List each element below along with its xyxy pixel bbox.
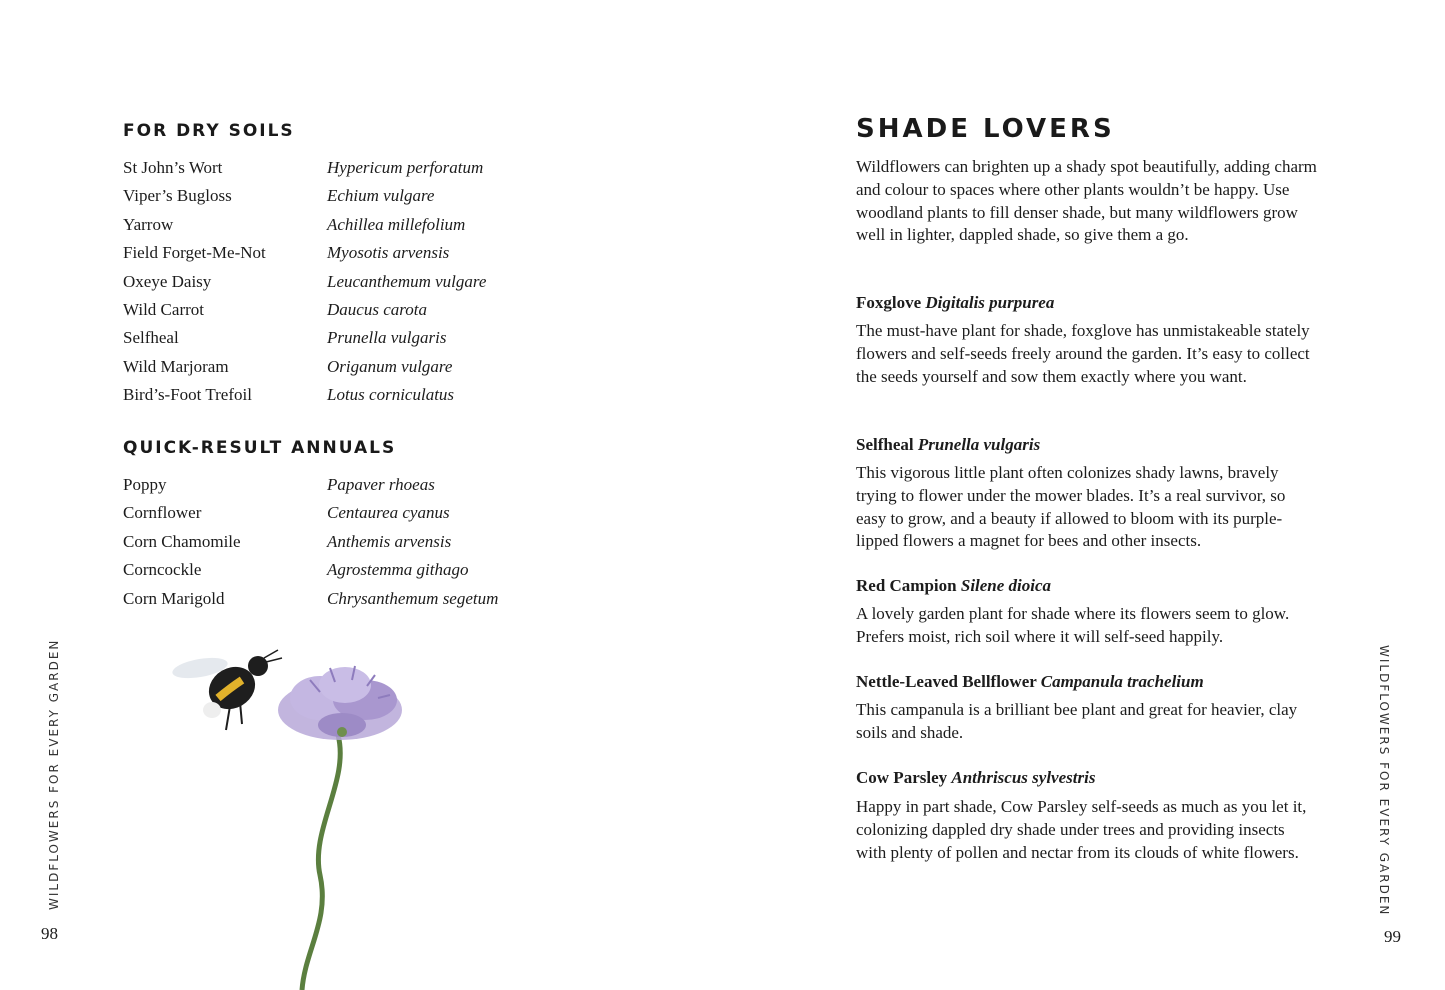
entry-latin-name: Digitalis purpurea (925, 293, 1055, 312)
bee-and-flower-illustration (160, 640, 440, 990)
dry-soils-list (123, 154, 486, 410)
latin-name: Myosotis arvensis (327, 243, 450, 263)
entry-common-name: Foxglove (856, 293, 922, 312)
latin-name: Prunella vulgaris (327, 328, 447, 348)
list-item (123, 182, 486, 210)
latin-name: Achillea millefolium (327, 214, 466, 234)
list-item (123, 268, 486, 296)
common-name: Poppy (123, 475, 167, 494)
entry-text: This vigorous little plant often colonizes shady lawns, bravely trying to flower under the mower blades. It’s a real survivor, so easy to grow, and a beauty if allowed to bloom with its purple-lipped flowers a magnet for bees and other insects. (856, 463, 1286, 551)
entry-text: This campanula is a brilliant bee plant and great for heavier, clay soils and shade. (856, 700, 1298, 742)
running-head-right: WILDFLOWERS FOR EVERY GARDEN (1377, 645, 1391, 917)
list-item (123, 471, 498, 499)
list-item (123, 353, 486, 381)
list-item (123, 239, 486, 267)
entry-latin-name: Anthriscus sylvestris (951, 768, 1096, 787)
entry-text: A lovely garden plant for shade where its flowers seem to glow. Prefers moist, rich soil where it will self-seed happily. (856, 604, 1290, 646)
latin-name: Centaurea cyanus (327, 503, 450, 523)
list-item (123, 528, 498, 556)
common-name: Corncockle (123, 560, 202, 580)
common-name: Wild Marjoram (123, 356, 229, 376)
common-name: Bird’s-Foot Trefoil (123, 385, 252, 405)
shade-lovers-heading: SHADE LOVERS (856, 114, 1115, 144)
list-item (123, 556, 498, 584)
page-number-right: 99 (1384, 927, 1401, 946)
list-item (123, 211, 486, 239)
annuals-heading: QUICK-RESULT ANNUALS (123, 438, 397, 458)
bumblebee (171, 650, 282, 730)
entry-title (856, 576, 1051, 596)
latin-name: Agrostemma githago (327, 560, 469, 580)
latin-name: Anthemis arvensis (327, 531, 452, 551)
entry-latin-name: Prunella vulgaris (917, 435, 1041, 454)
common-name: Wild Carrot (123, 299, 204, 319)
latin-name: Echium vulgare (327, 186, 435, 206)
common-name: Corn Chamomile (123, 531, 241, 551)
latin-name: Daucus carota (327, 299, 427, 319)
entry-common-name: Selfheal (856, 435, 914, 454)
common-name: Field Forget-Me-Not (123, 243, 266, 263)
list-item (123, 499, 498, 527)
entry-text: The must-have plant for shade, foxglove has unmistakeable stately flowers and self-seeds freely around the garden. It’s easy to collect the seeds yourself and sow them exactly where you want. (856, 321, 1310, 386)
entry-common-name: Cow Parsley (856, 768, 948, 787)
list-item (123, 324, 486, 352)
list-item (123, 296, 486, 324)
common-name: St John’s Wort (123, 158, 223, 177)
latin-name: Origanum vulgare (327, 356, 453, 376)
entry-title (856, 293, 1054, 313)
list-item (123, 154, 486, 182)
scabious-flower (278, 666, 402, 740)
common-name: Cornflower (123, 503, 202, 523)
latin-name: Chrysanthemum segetum (327, 588, 499, 608)
common-name: Viper’s Bugloss (123, 186, 232, 206)
entry-latin-name: Silene dioica (960, 576, 1052, 595)
common-name: Yarrow (123, 214, 174, 234)
intro-paragraph: Wildflowers can brighten up a shady spot beautifully, adding charm and colour to spaces where other plants wouldn’t be happy. Use woodland plants to fill denser shade, but many wildflowers grow well in lighter, dappled shade, so give them a go. (856, 157, 1317, 245)
list-item (123, 585, 498, 613)
common-name: Corn Marigold (123, 588, 225, 608)
annuals-list (123, 471, 498, 613)
entry-text: Happy in part shade, Cow Parsley self-seeds as much as you let it, colonizing dappled dry shade under trees and providing insects with plenty of pollen and nectar from its clouds of white flowers. (856, 797, 1307, 862)
entry-title (856, 435, 1040, 455)
latin-name: Leucanthemum vulgare (327, 271, 487, 291)
common-name: Oxeye Daisy (123, 271, 212, 291)
running-head-left: WILDFLOWERS FOR EVERY GARDEN (47, 638, 61, 910)
latin-name: Papaver rhoeas (327, 475, 435, 494)
list-item (123, 381, 486, 409)
latin-name: Hypericum perforatum (327, 158, 484, 177)
common-name: Selfheal (123, 328, 179, 348)
flower-stem (302, 735, 340, 990)
entry-latin-name: Campanula trachelium (1040, 672, 1204, 691)
entry-title (856, 672, 1204, 692)
page-number-left: 98 (41, 924, 58, 943)
entry-title (856, 768, 1095, 788)
entry-common-name: Red Campion (856, 576, 957, 595)
latin-name: Lotus corniculatus (327, 385, 455, 405)
entry-common-name: Nettle-Leaved Bellflower (856, 672, 1037, 691)
dry-soils-heading: FOR DRY SOILS (123, 121, 295, 141)
